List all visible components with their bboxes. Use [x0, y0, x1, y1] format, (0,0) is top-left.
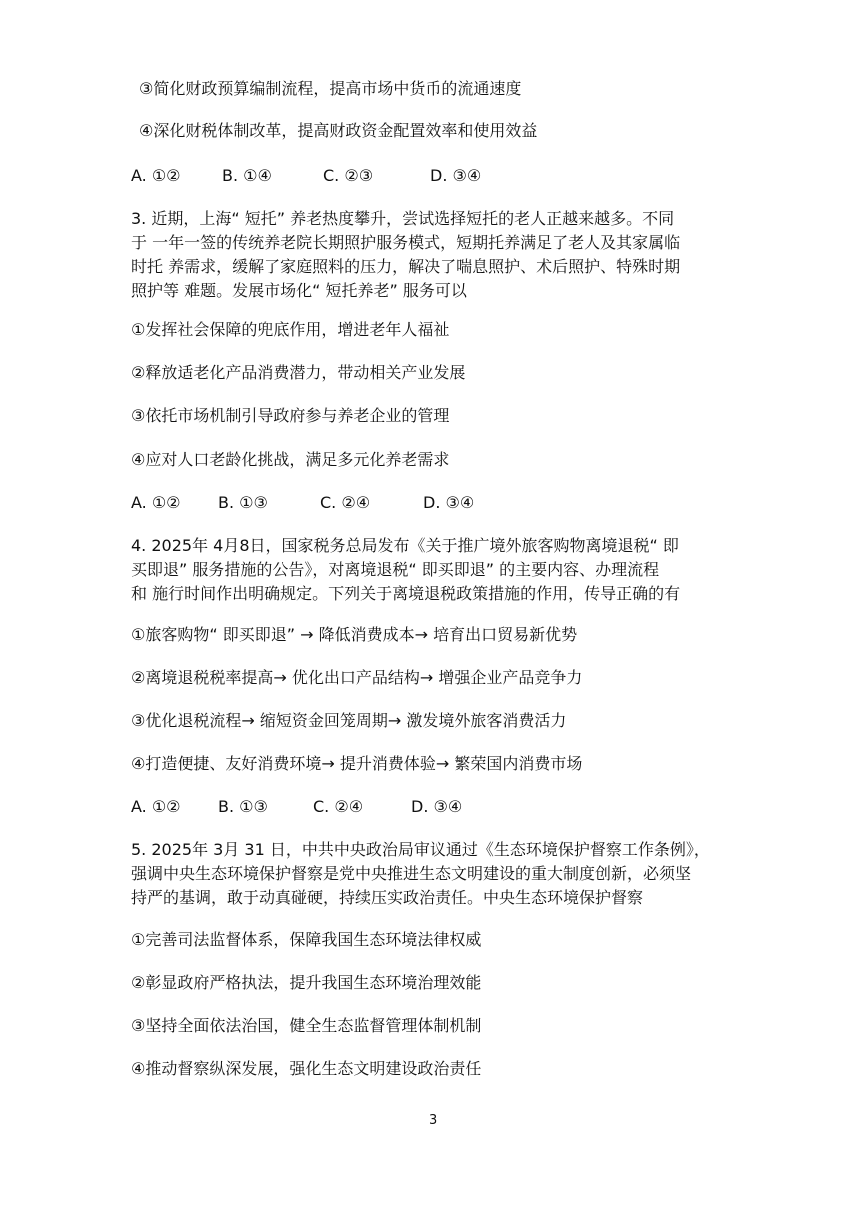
q5-stem-line-1: 5. 2025年 3月 31 日，中共中央政治局审议通过《生态环境保护督察工作条例》，	[131, 840, 710, 859]
q3-item-2: ②释放适老化产品消费潜力，带动相关产业发展	[131, 363, 466, 382]
q4-item-1: ①旅客购物“ 即买即退” → 降低消费成本→ 培育出口贸易新优势	[131, 625, 578, 644]
q3-item-1: ①发挥社会保障的兜底作用，增进老年人福祉	[131, 320, 450, 339]
q3-option-c: C. ②④	[320, 493, 371, 512]
q3-option-a: A. ①②	[131, 493, 181, 512]
q2-item-4: ④深化财税体制改革，提高财政资金配置效率和使用效益	[139, 121, 538, 140]
page-number: 3	[429, 1113, 438, 1128]
q2-item-3: ③简化财政预算编制流程，提高市场中货币的流通速度	[139, 79, 522, 98]
q2-option-c: C. ②③	[323, 166, 374, 185]
q5-stem-line-2: 强调中央生态环境保护督察是党中央推进生态文明建设的重大制度创新，必须坚	[131, 864, 692, 883]
q2-option-a: A. ①②	[131, 166, 181, 185]
q4-stem-line-1: 4. 2025年 4月8日，国家税务总局发布《关于推广境外旅客购物离境退税“ 即	[131, 536, 679, 555]
q5-item-4: ④推动督察纵深发展，强化生态文明建设政治责任	[131, 1059, 482, 1078]
q4-item-4: ④打造便捷、友好消费环境→ 提升消费体验→ 繁荣国内消费市场	[131, 754, 583, 773]
q4-stem-line-2: 买即退” 服务措施的公告》，对离境退税“ 即买即退” 的主要内容、办理流程	[131, 560, 660, 579]
q4-item-3: ③优化退税流程→ 缩短资金回笼周期→ 激发境外旅客消费活力	[131, 711, 567, 730]
q3-stem-line-1: 3. 近期，上海“ 短托” 养老热度攀升，尝试选择短托的老人正越来越多。不同	[131, 209, 675, 228]
q4-option-a: A. ①②	[131, 797, 181, 816]
q2-option-d: D. ③④	[430, 166, 482, 185]
q4-option-d: D. ③④	[411, 797, 463, 816]
q3-option-b: B. ①③	[218, 493, 268, 512]
q3-stem-line-3: 时托 养需求，缓解了家庭照料的压力，解决了喘息照护、术后照护、特殊时期	[131, 257, 681, 276]
q4-item-2: ②离境退税税率提高→ 优化出口产品结构→ 增强企业产品竞争力	[131, 668, 583, 687]
q5-item-1: ①完善司法监督体系，保障我国生态环境法律权威	[131, 930, 482, 949]
q3-stem-line-4: 照护等 难题。发展市场化“ 短托养老” 服务可以	[131, 281, 467, 300]
q3-stem-line-2: 于 一年一签的传统养老院长期照护服务模式，短期托养满足了老人及其家属临	[131, 233, 681, 252]
q5-item-3: ③坚持全面依法治国，健全生态监督管理体制机制	[131, 1016, 482, 1035]
q3-item-3: ③依托市场机制引导政府参与养老企业的管理	[131, 406, 450, 425]
q5-stem-line-3: 持严的基调，敢于动真碰硬，持续压实政治责任。中央生态环境保护督察	[131, 888, 644, 907]
q2-option-b: B. ①④	[222, 166, 272, 185]
q4-stem-line-3: 和 施行时间作出明确规定。下列关于离境退税政策措施的作用，传导正确的有	[131, 584, 681, 603]
q3-item-4: ④应对人口老龄化挑战，满足多元化养老需求	[131, 450, 450, 469]
q5-item-2: ②彰显政府严格执法，提升我国生态环境治理效能	[131, 973, 482, 992]
q4-option-c: C. ②④	[313, 797, 364, 816]
q4-option-b: B. ①③	[218, 797, 268, 816]
q3-option-d: D. ③④	[423, 493, 475, 512]
